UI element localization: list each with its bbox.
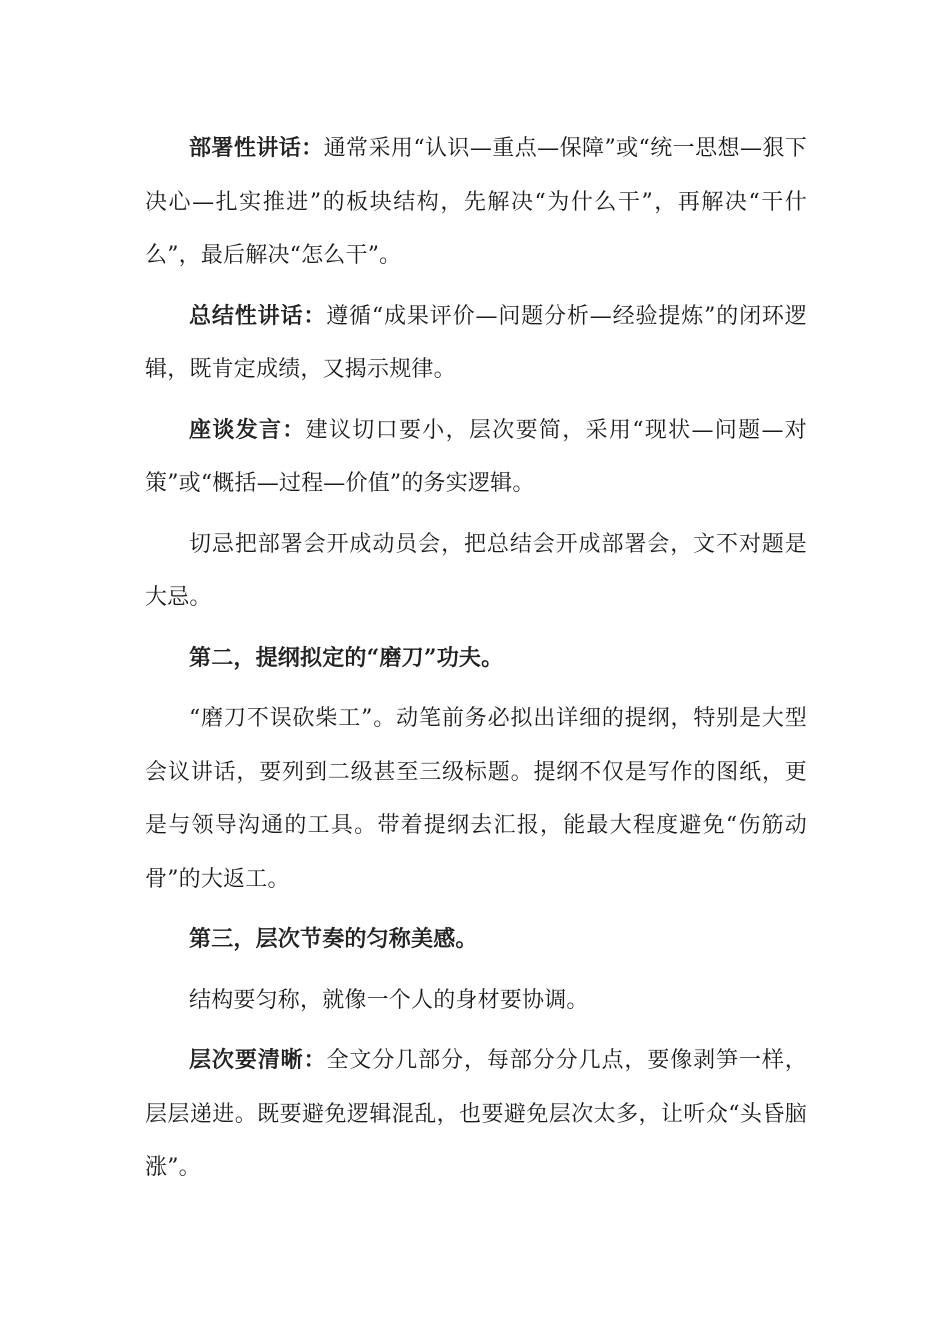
paragraph-text: 结构要匀称，就像一个人的身材要协调。 <box>189 987 589 1013</box>
paragraph-text: “磨刀不误砍柴工”。动笔前务必拟出详细的提纲，特别是大型会议讲话，要列到二级甚至三级标题。提纲不仅是写作的图纸，更是与领导沟通的工具。带着提纲去汇报，能最大程度避免“伤筋动骨”的大返工。 <box>145 706 807 892</box>
paragraph-outline <box>145 692 807 906</box>
paragraph-text: 建议切口要小，层次要简，采用“现状—问题—对策”或“概括—过程—价值”的务实逻辑。 <box>145 417 807 496</box>
paragraph-text: 全文分几部分，每部分分几点，要像剥笋一样，层层递进。既要避免逻辑混乱，也要避免层次太多，让听众“头昏脑涨”。 <box>145 1048 808 1180</box>
paragraph-text: 切忌把部署会开成动员会，把总结会开成部署会，文不对题是大忌。 <box>145 531 807 610</box>
section-heading-outline: 第二，提纲拟定的“磨刀”功夫。 <box>189 644 504 671</box>
section-heading-structure: 第三，层次节奏的匀称美感。 <box>189 926 478 952</box>
paragraph-lead: 层次要清晰： <box>189 1047 327 1073</box>
paragraph-caution <box>145 518 807 625</box>
document-body <box>145 122 807 1202</box>
paragraph-lead: 总结性讲话： <box>189 302 327 329</box>
paragraph-text: 通常采用“认识—重点—保障”或“统一思想—狠下决心—扎实推进”的板块结构，先解决“为什么干”，再解决“干什么”，最后解决“怎么干”。 <box>145 136 808 268</box>
paragraph-lead: 座谈发言： <box>189 416 306 443</box>
paragraph-text: 遵循“成果评价—问题分析—经验提炼”的闭环逻辑，既肯定成绩，又揭示规律。 <box>145 303 807 382</box>
paragraph-structure <box>145 974 807 1028</box>
paragraph-deployment-speech <box>145 122 807 283</box>
paragraph-summary-speech <box>145 290 807 397</box>
paragraph-lead: 部署性讲话： <box>189 135 324 161</box>
paragraph-clear-levels <box>145 1034 807 1195</box>
paragraph-symposium-speech <box>145 404 807 511</box>
